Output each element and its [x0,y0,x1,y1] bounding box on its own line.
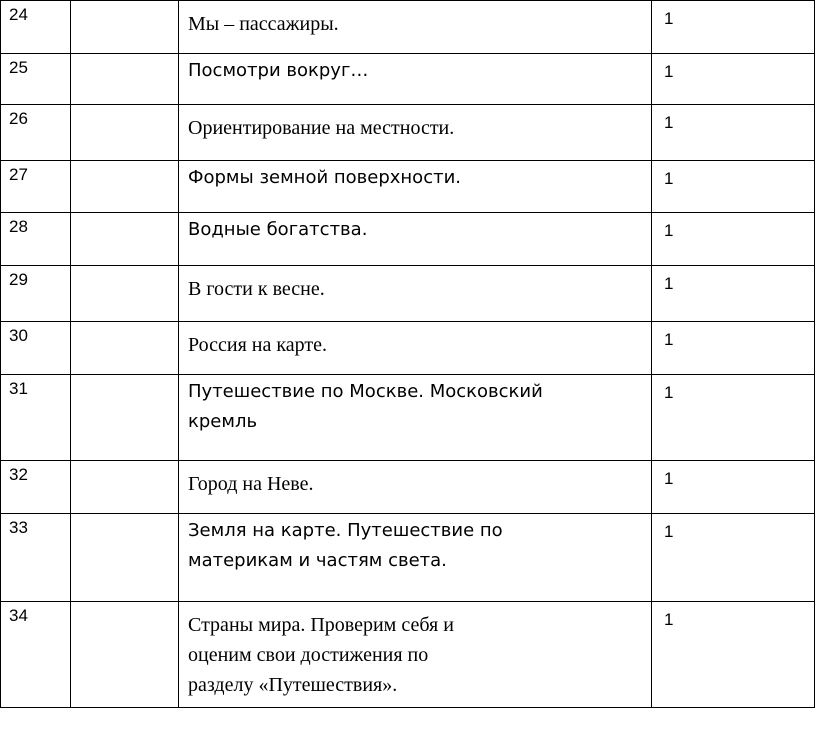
lesson-hours: 1 [652,54,815,105]
lesson-number: 32 [1,461,71,514]
table-row [1,161,815,213]
lesson-topic: Посмотри вокруг… [179,54,652,105]
topic-line: Земля на карте. Путешествие по [188,520,503,541]
lesson-hours: 1 [652,461,815,514]
lesson-number: 24 [1,1,71,54]
lesson-topic: Ориентирование на местности. [179,105,652,161]
blank-cell [71,461,179,514]
lesson-topic: В гости к весне. [179,266,652,322]
lesson-number: 26 [1,105,71,161]
lesson-number: 28 [1,213,71,266]
lesson-topic [179,602,652,708]
table-row [1,1,815,54]
lesson-number: 29 [1,266,71,322]
lesson-topic: Водные богатства. [179,213,652,266]
table-row [1,213,815,266]
lesson-hours: 1 [652,514,815,602]
blank-cell [71,375,179,461]
table-row [1,322,815,375]
lesson-topic [179,514,652,602]
topic-line: Страны мира. Проверим себя и [188,614,454,636]
lesson-number: 33 [1,514,71,602]
lesson-number: 31 [1,375,71,461]
lesson-hours: 1 [652,322,815,375]
topic-line: кремль [188,411,258,432]
blank-cell [71,54,179,105]
lesson-topic [179,375,652,461]
table-row [1,105,815,161]
lesson-hours: 1 [652,266,815,322]
lesson-topic: Формы земной поверхности. [179,161,652,213]
blank-cell [71,266,179,322]
lesson-hours: 1 [652,161,815,213]
lesson-hours: 1 [652,602,815,708]
table-row [1,514,815,602]
topic-line: материкам и частям света. [188,550,447,571]
topic-line: оценим свои достижения по [188,644,429,666]
topic-line: Путешествие по Москве. Московский [188,381,543,402]
blank-cell [71,1,179,54]
table-row [1,266,815,322]
lesson-number: 25 [1,54,71,105]
table-row [1,602,815,708]
blank-cell [71,514,179,602]
lesson-hours: 1 [652,105,815,161]
table-row [1,461,815,514]
lesson-topic: Россия на карте. [179,322,652,375]
blank-cell [71,602,179,708]
blank-cell [71,213,179,266]
blank-cell [71,161,179,213]
topic-line: разделу «Путешествия». [188,674,398,696]
blank-cell [71,322,179,375]
lesson-number: 27 [1,161,71,213]
lesson-hours: 1 [652,375,815,461]
table-row [1,54,815,105]
lesson-number: 34 [1,602,71,708]
lesson-topic: Мы – пассажиры. [179,1,652,54]
lesson-number: 30 [1,322,71,375]
lesson-hours: 1 [652,1,815,54]
blank-cell [71,105,179,161]
lesson-topic: Город на Неве. [179,461,652,514]
table-row [1,375,815,461]
lesson-hours: 1 [652,213,815,266]
